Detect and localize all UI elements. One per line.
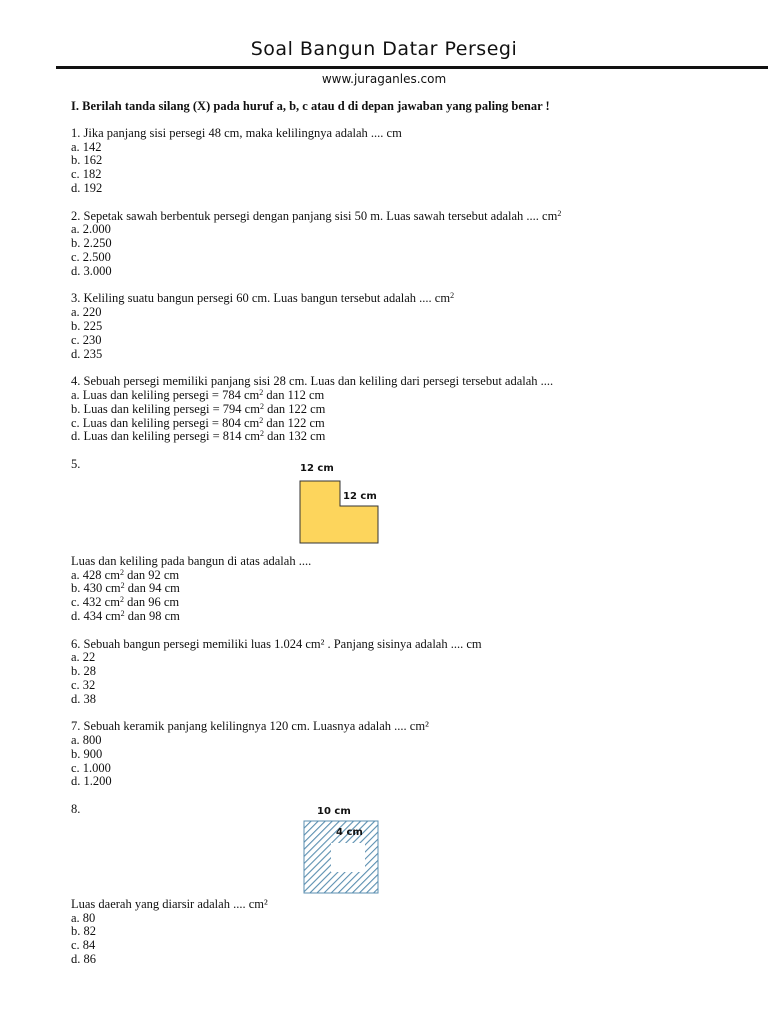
- option-a: a. 142: [71, 139, 102, 154]
- l-shape-figure: [286, 458, 751, 555]
- option-b: b. 430 $cm^2$ dan 94 cm: [71, 581, 180, 596]
- question-text: Luas dan keliling pada bangun di atas adalah ....: [71, 553, 312, 568]
- question-text: 1. Jika panjang sisi persegi 48 cm, maka kelilingnya adalah .... cm: [71, 125, 402, 140]
- question-text: 3. Keliling suatu bangun persegi 60 cm. Luas bangun tersebut adalah .... $cm^2$: [71, 291, 455, 306]
- worksheet-content: [71, 100, 751, 981]
- option-d: d. 235: [71, 346, 103, 361]
- option-c: c. 32: [71, 677, 96, 692]
- page-title: Soal Bangun Datar Persegi: [250, 38, 518, 60]
- label-side: 12 cm: [343, 490, 377, 502]
- option-d: d. Luas dan keliling persegi = 814 $cm^2$ dan 132 cm: [71, 429, 326, 444]
- option-d: d. 192: [71, 180, 103, 195]
- inner-square: [331, 843, 365, 872]
- option-d: d. 434 $cm^2$ dan 98 cm: [71, 608, 180, 623]
- option-c: c. 2.500: [71, 249, 111, 264]
- option-c: c. 182: [71, 167, 102, 182]
- question-text: Luas daerah yang diarsir adalah .... cm²: [71, 896, 268, 911]
- option-a: a. 80: [71, 910, 96, 925]
- l-shape-diagram: [286, 458, 396, 555]
- option-c: c. Luas dan keliling persegi = 804 $cm^2$ dan 122 cm: [71, 415, 325, 430]
- title-underline: [56, 66, 768, 69]
- option-b: b. 162: [71, 153, 103, 168]
- question-6: [71, 638, 751, 707]
- option-a: a. 22: [71, 650, 96, 665]
- hatched-square-diagram: [286, 803, 396, 898]
- option-a: a. 800: [71, 733, 102, 748]
- option-b: b. 900: [71, 746, 103, 761]
- question-number: 5.: [71, 456, 81, 471]
- option-d: d. 86: [71, 952, 96, 967]
- question-number: 8.: [71, 802, 81, 817]
- website-url: www.juraganles.com: [321, 72, 447, 86]
- option-a: a. 428 $cm^2$ dan 92 cm: [71, 567, 180, 582]
- option-b: b. 225: [71, 318, 103, 333]
- label-outer: 10 cm: [317, 805, 351, 817]
- option-b: b. Luas dan keliling persegi = 794 $cm^2$ dan 122 cm: [71, 401, 326, 416]
- option-b: b. 2.250: [71, 236, 112, 251]
- option-d: d. 38: [71, 691, 96, 706]
- question-3: [71, 292, 751, 361]
- question-text: 6. Sebuah bangun persegi memiliki luas 1.024 cm² . Panjang sisinya adalah .... cm: [71, 636, 482, 651]
- option-a: a. 2.000: [71, 222, 111, 237]
- question-text: 7. Sebuah keramik panjang kelilingnya 120 cm. Luasnya adalah .... cm²: [71, 719, 429, 734]
- hatched-square-figure: [286, 803, 751, 898]
- question-7: [71, 720, 751, 789]
- question-1: [71, 127, 751, 196]
- option-d: d. 3.000: [71, 263, 112, 278]
- label-top: 12 cm: [300, 462, 334, 474]
- label-inner: 4 cm: [336, 826, 363, 838]
- option-a: a. 220: [71, 305, 102, 320]
- option-d: d. 1.200: [71, 774, 112, 789]
- question-text: 4. Sebuah persegi memiliki panjang sisi 28 cm. Luas dan keliling dari persegi tersebut adalah ....: [71, 374, 554, 389]
- option-b: b. 28: [71, 664, 96, 679]
- option-c: c. 1.000: [71, 760, 111, 775]
- instruction-text: I. Berilah tanda silang (X) pada huruf a, b, c atau d di depan jawaban yang paling benar !: [71, 99, 550, 113]
- question-8: [71, 803, 751, 967]
- question-4: [71, 375, 751, 444]
- question-2: [71, 210, 751, 279]
- option-c: c. 230: [71, 332, 102, 347]
- option-b: b. 82: [71, 924, 96, 939]
- option-a: a. Luas dan keliling persegi = 784 $cm^2$ dan 112 cm: [71, 387, 325, 402]
- option-c: c. 432 $cm^2$ dan 96 cm: [71, 595, 180, 610]
- question-5: [71, 458, 751, 624]
- option-c: c. 84: [71, 938, 96, 953]
- question-text: 2. Sepetak sawah berbentuk persegi dengan panjang sisi 50 m. Luas sawah tersebut adalah .... $cm^2$: [71, 208, 562, 223]
